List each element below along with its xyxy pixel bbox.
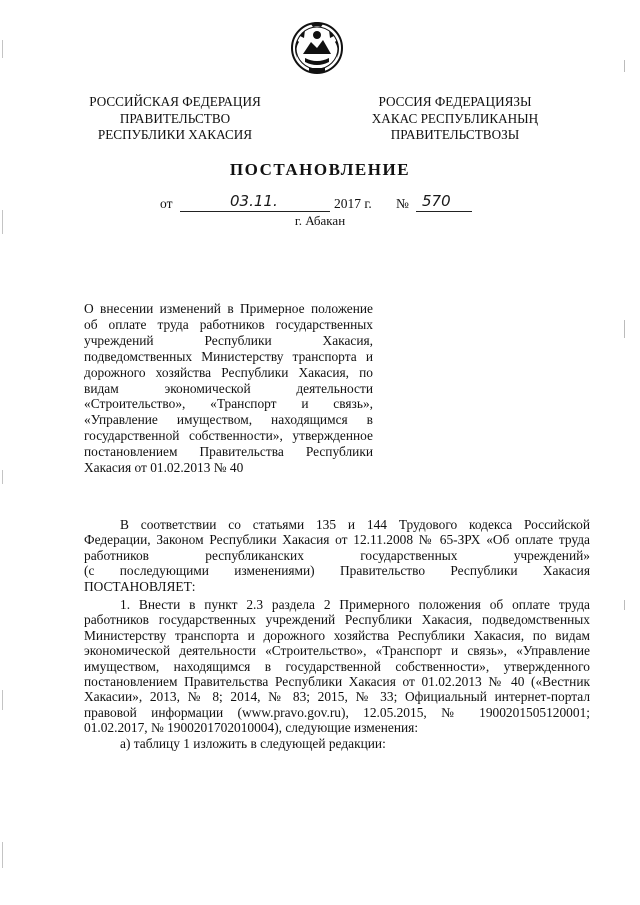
header-left-line: РОССИЙСКАЯ ФЕДЕРАЦИЯ (89, 94, 261, 109)
preamble-line: ПОСТАНОВЛЯЕТ: (84, 578, 196, 594)
handwritten-date: 03.11. (230, 192, 278, 210)
item-line: 01.02.2017, № 1900201702010004), следующие изменения: (84, 720, 419, 736)
subject-line: «Строительство», «Транспорт и связь», (84, 396, 373, 412)
year-label: 2017 г. (334, 196, 372, 211)
item-1-paragraph (84, 597, 590, 751)
date-underline (180, 211, 330, 212)
city-label: г. Абакан (294, 213, 346, 228)
item-line: правовой информации (www.pravo.gov.ru), 12.05.2015, № 1900201505120001; (84, 704, 590, 720)
subject-line: дорожного хозяйства Республики Хакасия, по (84, 364, 373, 380)
from-label: от (160, 196, 173, 211)
document-title: ПОСТАНОВЛЕНИЕ (229, 160, 411, 179)
preamble-line: В соответствии со статьями 135 и 144 Трудового кодекса Российской (120, 517, 590, 532)
header-right-line: РОССИЯ ФЕДЕРАЦИЯЗЫ (378, 94, 532, 109)
header-left-line: ПРАВИТЕЛЬСТВО (119, 110, 231, 126)
item-line: Хакасии», 2013, № 8; 2014, № 83; 2015, № 33; Официальный интернет-портал (84, 689, 590, 705)
item-line: имуществом, находящимся в государственной собственности», утвержденного (84, 658, 590, 674)
header-right-line: ХАКАС РЕСПУБЛИКАНЫҢ (371, 110, 539, 126)
scan-edge-right (620, 0, 630, 905)
preamble-line: (с последующими изменениями) Правительство Республики Хакасия (84, 563, 590, 579)
scan-edge-left (0, 0, 6, 905)
subject-line: видам экономической деятельности (84, 380, 373, 396)
subject-line: Хакасия от 01.02.2013 № 40 (84, 460, 244, 476)
item-line: а) таблицу 1 изложить в следующей редакции: (120, 735, 386, 751)
subject-line: подведомственных Министерству транспорта и (84, 348, 373, 364)
document-subject (84, 301, 373, 476)
preamble-paragraph (84, 517, 590, 594)
preamble-line: работников республиканских государственных учреждений» (84, 547, 590, 563)
item-line: постановлением Правительства Республики Хакасия от 01.02.2013 № 40 («Вестник (84, 674, 590, 690)
subject-line: государственной собственности», утвержденное (84, 428, 373, 444)
number-label: № (396, 196, 409, 211)
header-left (70, 94, 280, 144)
item-line: 1. Внести в пункт 2.3 раздела 2 Примерного положения об оплате труда (120, 597, 590, 612)
item-line: экономической деятельности «Строительство», «Транспорт и связь», «Управление (84, 643, 590, 659)
subject-line: постановлением Правительства Республики (84, 444, 373, 460)
coat-of-arms-icon (289, 18, 345, 78)
subject-line: учреждений Республики Хакасия, (84, 332, 373, 348)
subject-line: «Управление имуществом, находящимся в (84, 412, 373, 428)
handwritten-number: 570 (422, 192, 451, 210)
number-underline (416, 211, 472, 212)
item-line: Министерству транспорта и дорожного хозяйства Республики Хакасия, по видам (84, 627, 590, 643)
header-right-line: ПРАВИТЕЛЬСТВОЗЫ (390, 127, 520, 142)
preamble-line: Федерации, Законом Республики Хакасия от 12.11.2008 № 65-ЗРХ «Об оплате труда (84, 532, 590, 548)
header-left-line: РЕСПУБЛИКИ ХАКАСИЯ (97, 127, 253, 142)
header-right (350, 94, 560, 144)
subject-line: об оплате труда работников государственных (84, 316, 373, 332)
subject-line: О внесении изменений в Примерное положение (84, 301, 373, 316)
item-line: работников государственных учреждений Республики Хакасия, подведомственных (84, 612, 590, 628)
